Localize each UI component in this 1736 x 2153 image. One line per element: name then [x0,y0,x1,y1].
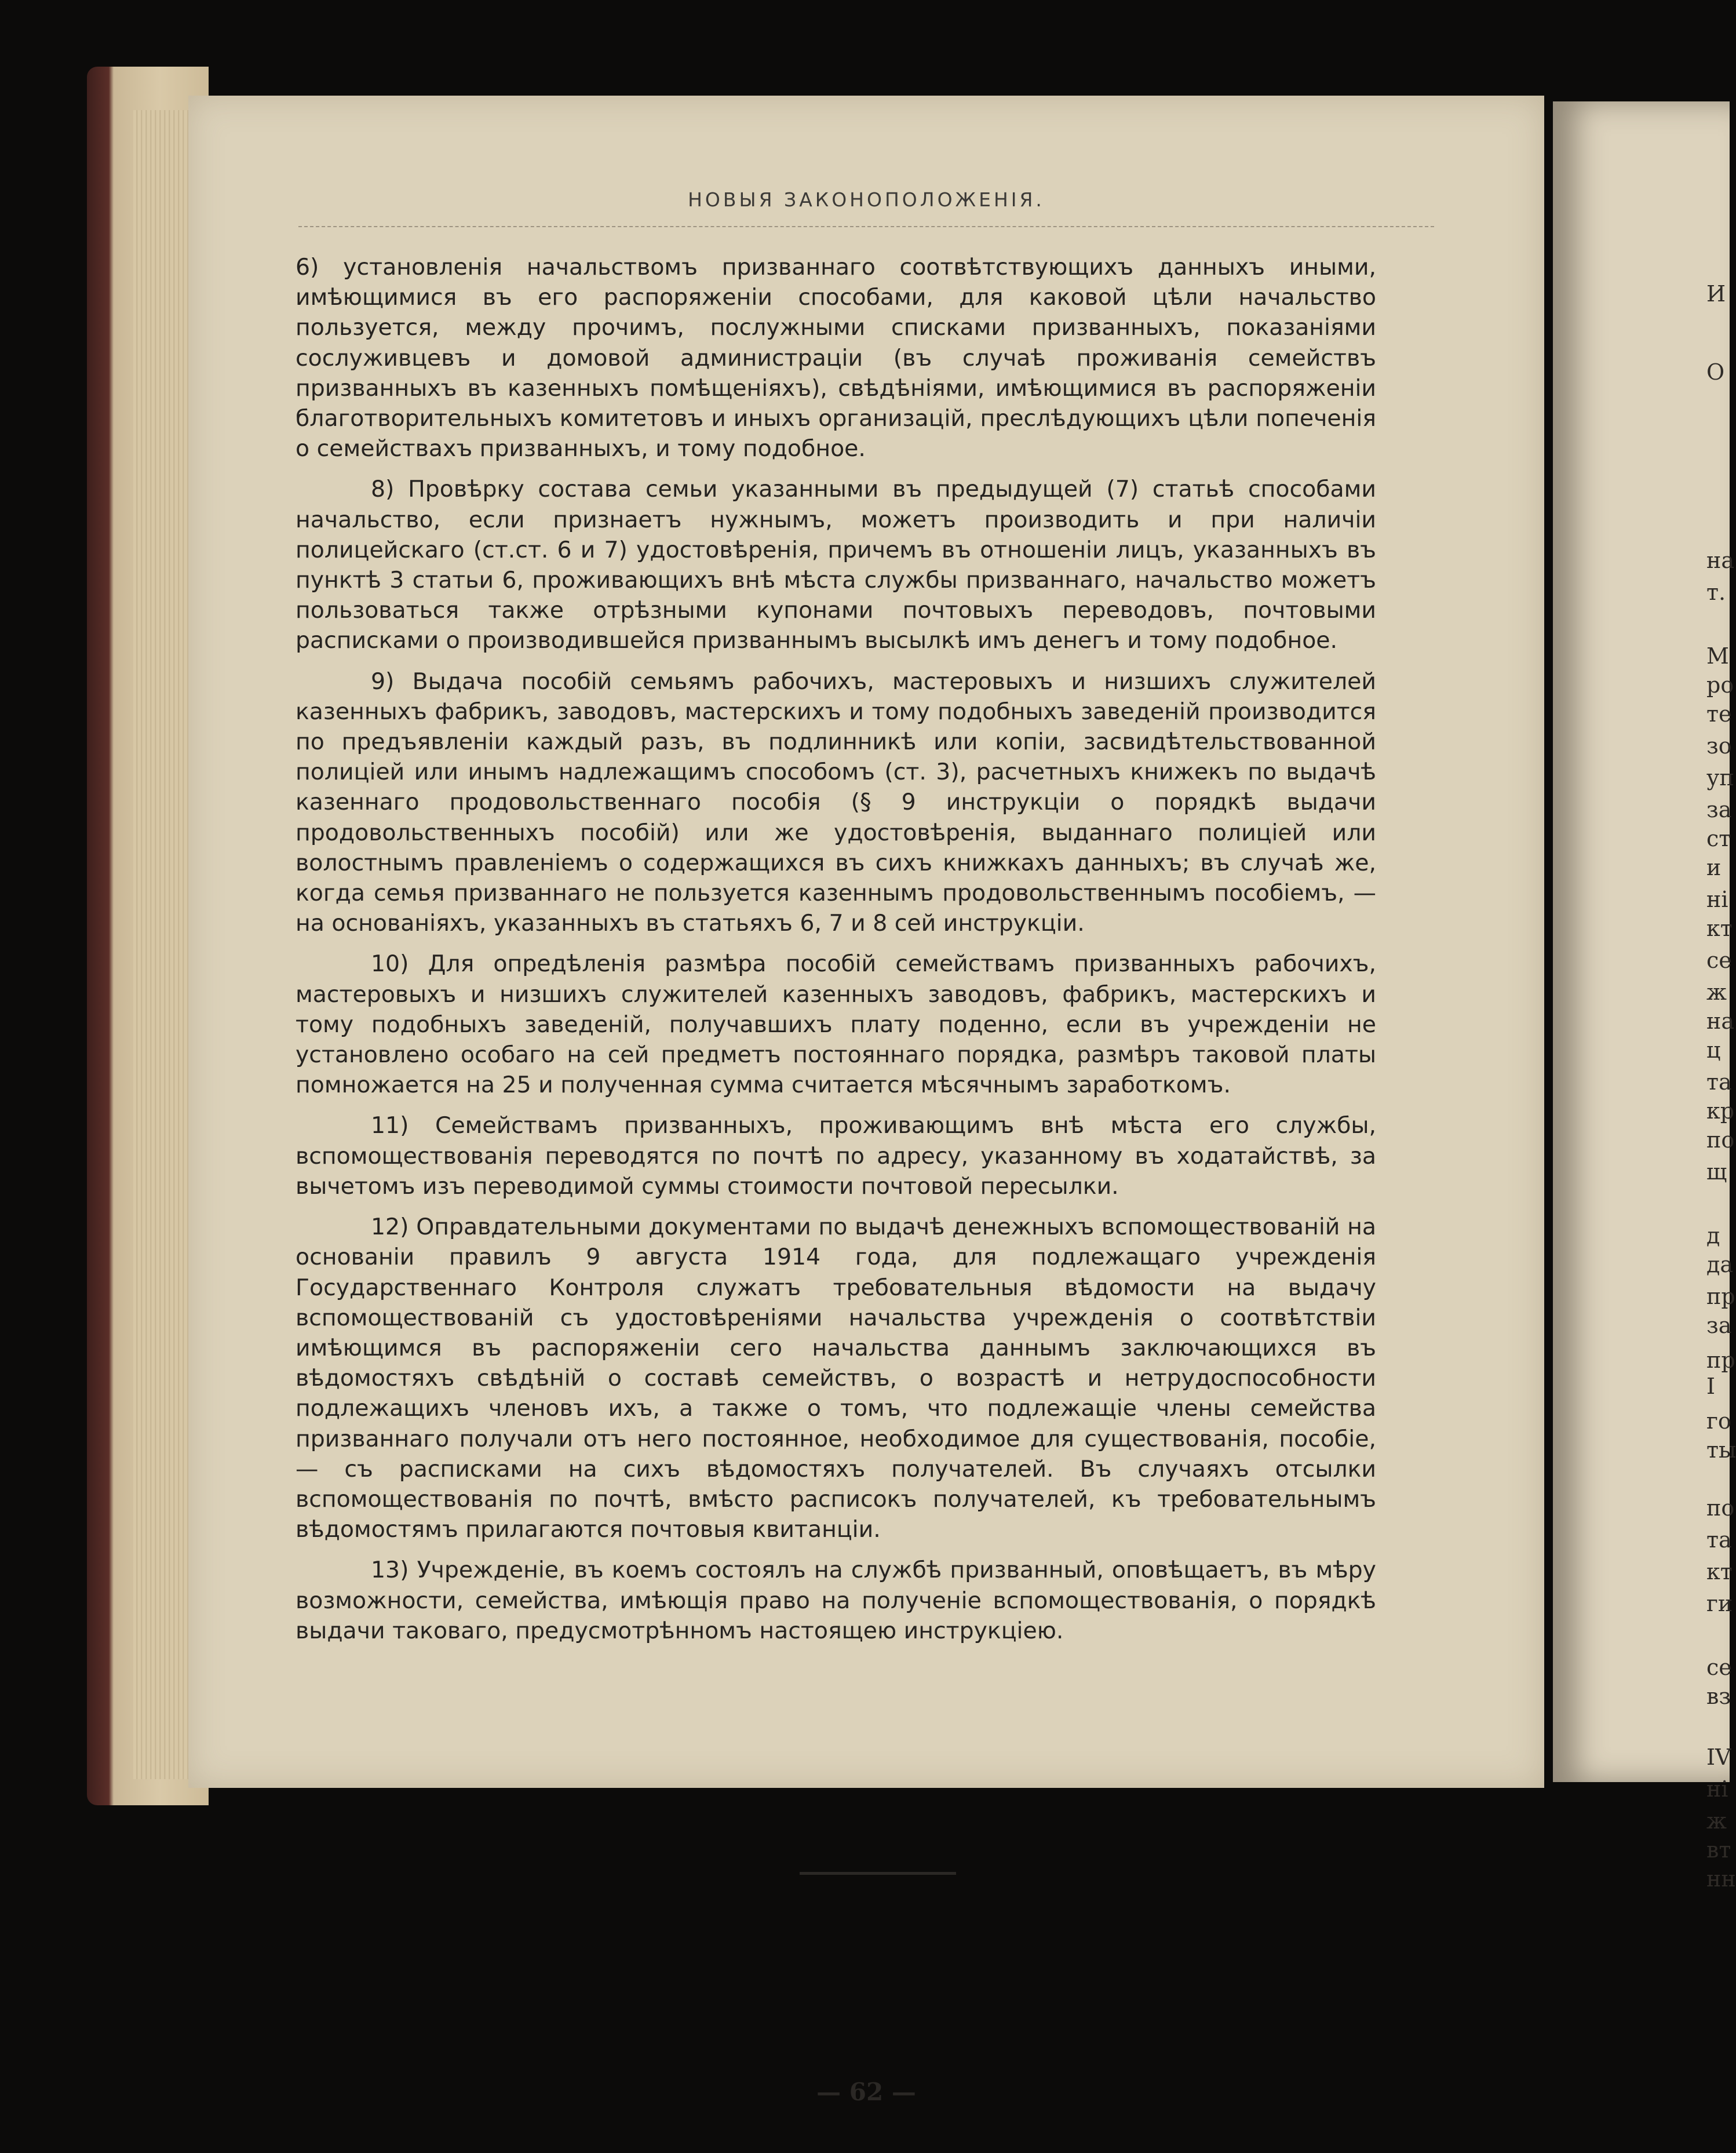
paragraph-6: 6) установленія начальствомъ призваннаго соотвѣтствующихъ данныхъ иными, имѣющимися въ его распоряженіи способами, для каковой цѣли начальство пользуется, между прочимъ, послужными списками призванныхъ, показаніями сослуживцевъ и домовой администраціи (въ случаѣ проживанія семействъ призванныхъ въ казенныхъ помѣщеніяхъ), свѣдѣніями, имѣющимися въ распоряженіи благотворительныхъ комитетовъ и иныхъ организацій, преслѣдующихъ цѣли попеченія о семействахъ призванныхъ, и тому подобное. [296,254,1376,462]
facing-page-fragment: уп [1706,765,1734,790]
facing-page-fragment: за [1706,1313,1732,1338]
facing-page-fragment: да [1706,1252,1734,1277]
paragraph-10: 10) Для опредѣленія размѣра пособій семействамъ призванныхъ рабочихъ, мастеровыхъ и низшихъ служителей казенныхъ заводовъ, фабрикъ, мастерскихъ и тому подобныхъ заведеній, получавшихъ плату поденно, если въ учрежденіи не установлено особаго на сей предметъ постояннаго порядка, размѣръ таковой платы помножается на 25 и полученная сумма считается мѣсячнымъ заработкомъ. [296,950,1376,1099]
facing-page-fragment: на [1706,548,1734,573]
facing-page-fragment: ги [1706,1591,1733,1616]
facing-page-fragment: М [1706,643,1729,669]
facing-page-fragment: ж [1706,1808,1727,1834]
facing-page-fragment: по [1706,1127,1735,1153]
facing-page-fragment: О [1706,359,1725,385]
facing-page-fragment: за [1706,797,1732,822]
facing-page-fragment: кт [1706,1559,1733,1584]
facing-page-fragment: ро [1706,672,1734,698]
facing-page-fragment: се [1706,948,1732,973]
paragraph-8: 8) Провѣрку состава семьи указанными въ предыдущей (7) статьѣ способами начальство, если признаетъ нужнымъ, можетъ производить и при наличіи полицейскаго (ст.ст. 6 и 7) удостовѣренія, причемъ въ отношеніи лицъ, указанныхъ въ пунктѣ 3 статьи 6, проживающихъ внѣ мѣста службы призваннаго, начальство можетъ пользоваться также отрѣзными купонами почтовыхъ переводовъ, почтовыми расписками о производившейся призваннымъ высылкѣ имъ денегъ и тому подобное. [296,476,1376,654]
page-stack-edges [133,110,197,1779]
facing-page-fragment: ты [1706,1437,1736,1463]
page-number: — 62 — [816,2078,916,2106]
facing-page-fragment: кт [1706,916,1733,941]
facing-page-fragment: пр [1706,1284,1735,1309]
facing-page-fragment: ні [1706,1776,1728,1802]
facing-page-fragment: д [1706,1223,1720,1248]
facing-page-fragment: ні [1706,887,1728,912]
facing-page-fragment: кр [1706,1098,1735,1124]
facing-page-fragment: на [1706,1008,1734,1034]
book-page [188,96,1544,2106]
page-body [296,252,1376,1656]
facing-page-fragment: щ [1706,1159,1727,1185]
facing-page-fragment: се [1706,1655,1732,1680]
closing-rule [800,1872,956,1875]
facing-page-fragment: вз [1706,1684,1731,1709]
facing-page-fragment: та [1706,1069,1732,1095]
facing-page-fragment: те [1706,701,1732,727]
facing-page [1553,101,1736,1892]
facing-page-fragment: I [1706,1374,1716,1399]
facing-page-fragment: пр [1706,1347,1735,1373]
paragraph-13: 13) Учрежденіе, въ коемъ состоялъ на службѣ призванный, оповѣщаетъ, въ мѣру возможности, семейства, имѣющія право на полученіе вспомоществованія, о порядкѣ выдачи таковаго, предусмотрѣнномъ настоящею инструкціею. [296,1557,1376,1644]
facing-page-fragment: ст [1706,826,1731,851]
paragraph-12: 12) Оправдательными документами по выдачѣ денежныхъ вспомоществованій на основаніи правилъ 9 августа 1914 года, для подлежащаго учрежденія Государственнаго Контроля служатъ требовательныя вѣдомости на выдачу вспомоществованій съ удостовѣреніями начальства учрежденія о соотвѣтствіи имѣющимся въ распоряженіи сего начальства даннымъ заключающихся въ вѣдомостяхъ свѣдѣній о составѣ семействъ, о возрастѣ и нетрудоспособности подлежащихъ членовъ ихъ, а также о томъ, что подлежащіе члены семейства призваннаго получали отъ него постоянное, необходимое для существованія, пособіе, — съ расписками на сихъ вѣдомостяхъ получателей. Въ случаяхъ отсылки вспомоществованія по почтѣ, вмѣсто расписокъ получателей, къ требовательнымъ вѣдомостямъ прилагаются почтовыя квитанціи. [296,1214,1376,1543]
facing-page-fragment: ж [1706,979,1727,1005]
header-rule [298,226,1434,227]
facing-page-fragment: вт [1706,1837,1731,1863]
facing-page-fragment: зо [1706,733,1732,759]
facing-page-fragment: т. [1706,580,1726,605]
facing-page-fragment: та [1706,1527,1732,1553]
facing-page-fragment: го [1706,1408,1731,1434]
running-head: НОВЫЯ ЗАКОНОПОЛОЖЕНІЯ. [688,188,1045,211]
facing-page-fragment: по [1706,1495,1735,1521]
facing-page-fragment: И [1706,281,1726,307]
paragraph-11: 11) Семействамъ призванныхъ, проживающимъ внѣ мѣста его службы, вспомоществованія переводятся по почтѣ по адресу, указанному въ ходатайствѣ, за вычетомъ изъ переводимой суммы стоимости почтовой пересылки. [296,1112,1376,1200]
facing-page-fragment: нн [1706,1866,1736,1892]
paragraph-9: 9) Выдача пособій семьямъ рабочихъ, мастеровыхъ и низшихъ служителей казенныхъ фабрикъ, заводовъ, мастерскихъ и тому подобныхъ заведеній производится по предъявленіи каждый разъ, въ подлинникѣ или копіи, засвидѣтельствованной полиціей или инымъ надлежащимъ способомъ (ст. 3), расчетныхъ книжекъ по выдачѣ казеннаго продовольственнаго пособія (§ 9 инструкціи о порядкѣ выдачи продовольственныхъ пособій) или же удостовѣренія, выданнаго полиціей или волостнымъ правленіемъ о содержащихся въ сихъ книжкахъ данныхъ; въ случаѣ же, когда семья призваннаго не пользуется казеннымъ продовольственнымъ пособіемъ, — на основаніяхъ, указанныхъ въ статьяхъ 6, 7 и 8 сей инструкціи. [296,668,1376,937]
facing-page-fragment: и [1706,855,1722,880]
facing-page-fragment: ц [1706,1037,1721,1063]
facing-page-fragment: IV [1706,1744,1731,1770]
